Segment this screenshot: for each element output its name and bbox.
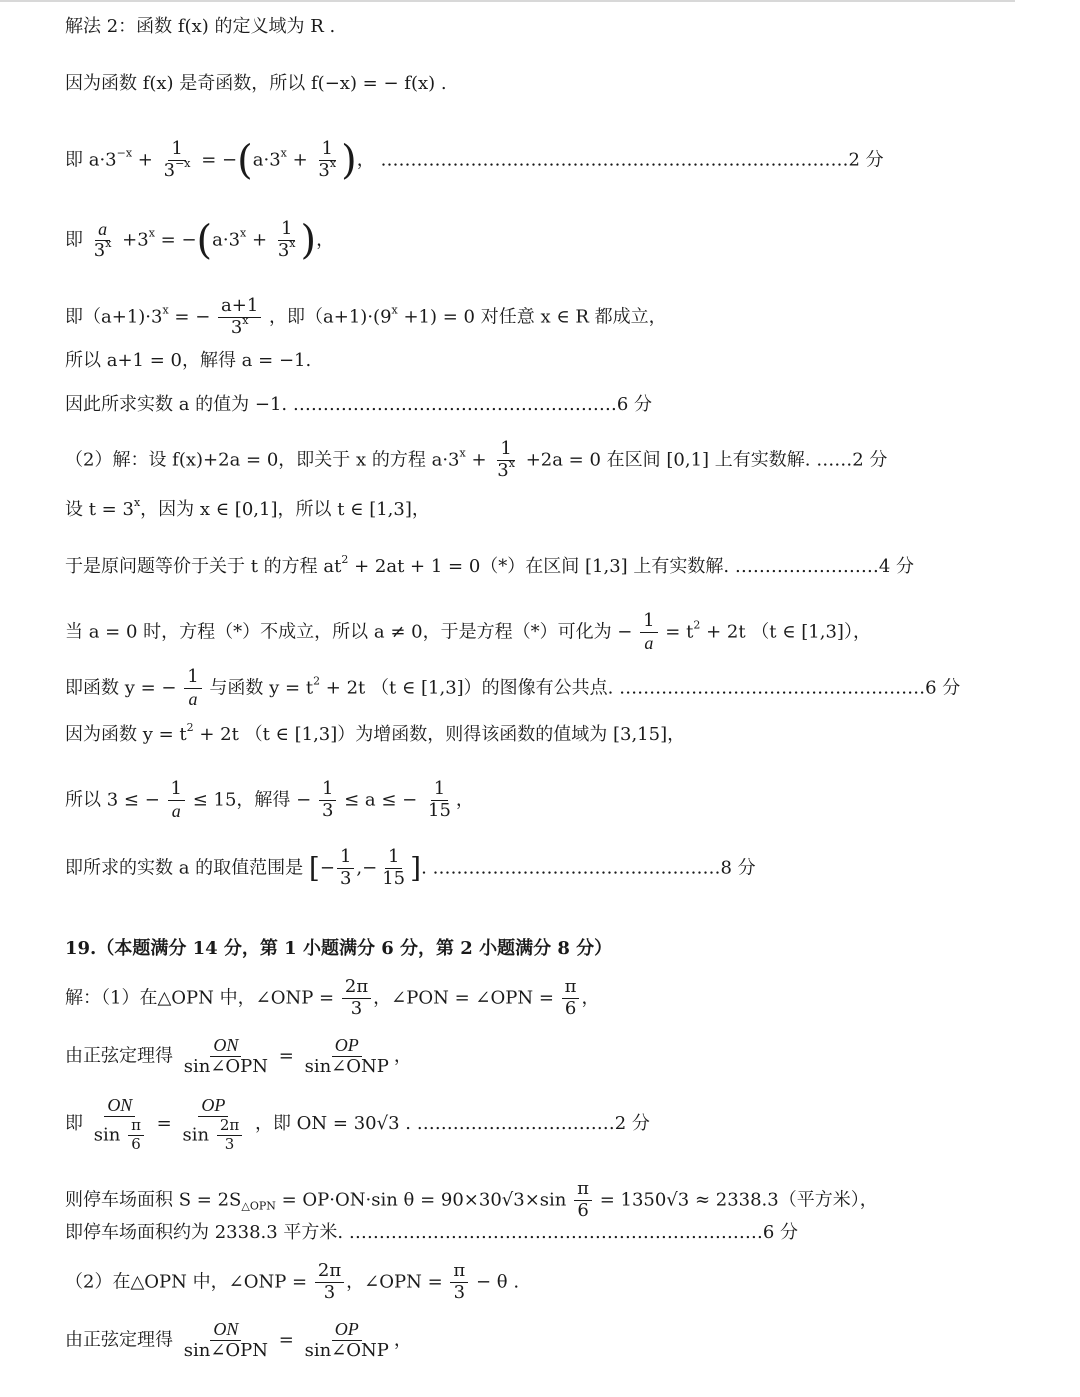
equation-line-1: 即 $a\cdot 3^{-x}$ + $\frac{1}{3^{-x}}$ = $-(a\cdot 3^x$ + $\frac{1}{3^x}$ )， ……………………………………………………………………2 分 — [65, 137, 884, 184]
solve-a: 所以 a+1 = 0，解得 a = −1. — [65, 350, 312, 371]
eq1-equals: = − — [201, 149, 238, 171]
law-of-sines-1: 由正弦定理得 $\frac{ON}{\text{sin∠OPN}}$ = $\frac{OP}{\text{sin∠ONP}}$ ， — [65, 1035, 412, 1077]
case-a-zero: 当 a = 0 时，方程（*）不成立，所以 a ≠ 0，于是方程（*）可化为 − $\frac{1}{a}$ = $t^2 + 2t$ （t ∈ [1,3]）， — [65, 610, 871, 653]
equation-line-2: 即 $\frac{a}{3^x}$ $+3^x = -(a\cdot 3^x$ + $\frac{1}{3^x}$ )， — [65, 217, 335, 264]
solution-2-heading: 解法 2：函数 f(x) 的定义域为 R . — [65, 16, 336, 37]
law-of-sines-2: 由正弦定理得 $\frac{ON}{\text{sin∠OPN}}$ = $\frac{OP}{\text{sin∠ONP}}$ ， — [65, 1319, 412, 1361]
odd-function-statement: 因为函数 f(x) 是奇函数，所以 f(−x) = − f(x) . — [65, 73, 447, 94]
intersection-statement: 即函数 y = − $\frac{1}{a}$ 与函数 $y = t^2 + 2t$ （t ∈ [1,3]）的图像有公共点. ……………………………………………6 分 — [65, 666, 961, 709]
substitution-t: 设 $t = 3^x$，因为 x ∈ [0,1]，所以 t ∈ [1,3]， — [65, 496, 430, 520]
top-rule — [0, 0, 1015, 2]
part2-setup: （2）解：设 f(x)+2a = 0，即关于 x 的方程 $a\cdot 3^x$ + $\frac{1}{3^x}$ +2a = 0 在区间 [0,1] 上有实数解. ……2 分 — [65, 438, 888, 481]
q19-angles: 解：（1）在△OPN 中，∠ONP = $\frac{2\pi}{3}$ ，∠PON = ∠OPN = $\frac{\pi}{6}$ ， — [65, 976, 600, 1019]
equivalent-problem: 于是原问题等价于关于 t 的方程 $at^2 + 2at + 1 = 0(*)$在区间 [1,3] 上有实数解. ……………………4 分 — [65, 553, 915, 577]
eq1-start: 即 a·3 — [65, 149, 117, 171]
final-range: 即所求的实数 a 的取值范围是 [− $\frac{1}{3}$ ,− $\frac{1}{15}$ ]. …………………………………………8 分 — [65, 846, 756, 889]
area-computation: 则停车场面积 $S = 2S_{\triangle OPN} = OP\cdot ON\cdot\sin$ θ = 90×30√3×sin $\frac{\pi}{6}$ = 1350√3 ≈ 2338.3（平方米）， — [65, 1178, 878, 1221]
eq1-plus: + — [137, 149, 153, 171]
eq1-exp: −x — [116, 146, 133, 160]
part2-angles: （2）在△OPN 中，∠ONP = $\frac{2\pi}{3}$ ，∠OPN = $\frac{\pi}{3}$ − θ . — [65, 1260, 520, 1303]
answer-a: 因此所求实数 a 的值为 −1. ………………………………………………6 分 — [65, 394, 653, 415]
eq1-fraction: $\frac{1}{3^{-x}}$ — [163, 138, 191, 181]
solve-ON: 即 ON sin $\frac{\pi}{6}$ = OP sin $\frac{2\pi}{3}$ ，即 ON = 30√3 . ……………………………2 分 — [65, 1095, 650, 1153]
area-result: 即停车场面积约为 2338.3 平方米. ……………………………………………………………6 分 — [65, 1222, 799, 1243]
score-2: ……………………………………………………………………2 分 — [380, 149, 884, 171]
range-statement: 因为函数 $y = t^2 + 2t$ （t ∈ [1,3]）为增函数，则得该函数的值域为 [3,15]， — [65, 721, 686, 745]
inequality-line: 所以 3 ≤ − $\frac{1}{a}$ ≤ 15，解得 − $\frac{1}{3}$ ≤ a ≤ − $\frac{1}{15}$ ， — [65, 778, 474, 821]
question-19-heading: 19.（本题满分 14 分，第 1 小题满分 6 分，第 2 小题满分 8 分） — [65, 938, 613, 959]
equation-line-3: 即$(a+1)\cdot 3^x$ = − $\frac{a+1}{3^x}$ ，即$(a+1)\cdot(9^x +1) = 0$ 对任意 x ∈ R 都成立， — [65, 295, 667, 338]
